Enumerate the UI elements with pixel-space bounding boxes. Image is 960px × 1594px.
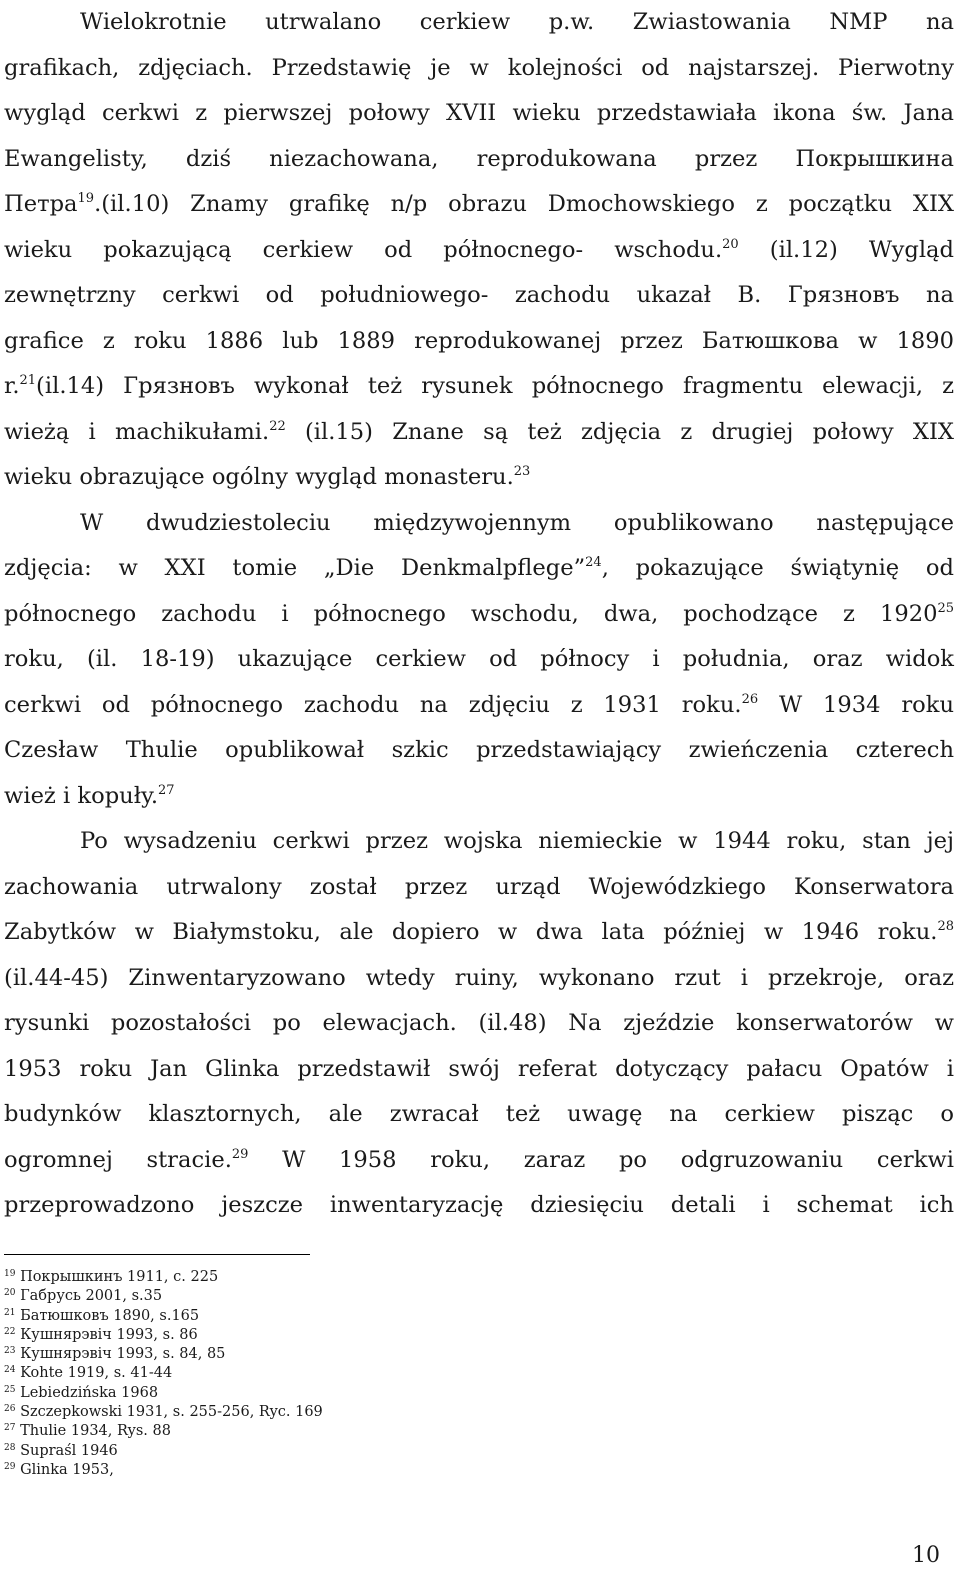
- footnote-ref: 22: [269, 418, 286, 434]
- text-line: Zabytków w Białymstoku, ale dopiero w dwa lata później w 1946 roku.$^{28}$: [4, 919, 954, 945]
- footnote-ref: 28: [937, 919, 954, 934]
- footnote: $^{27}$ Thulie 1934, Rys. 88: [4, 1423, 171, 1440]
- text-line: wieżą i machikułami.$^{22}$ (il.15) Znane są też zdjęcia z drugiej połowy XIX: [4, 418, 954, 445]
- text-line: grafikach, zdjęciach. Przedstawię je w kolejności od najstarszej. Pierwotny: [4, 54, 954, 81]
- footnote-ref: 23: [513, 464, 531, 479]
- text-line: wież i kopuły.$^{27}$: [4, 782, 175, 809]
- text-line: Wielokrotnie utrwalano cerkiew p.w. Zwiastowania NMP na: [80, 9, 954, 35]
- footnote-ref: 29: [231, 1146, 249, 1162]
- text-line: rysunki pozostałości po elewacjach. (il.48) Na zjeździe konserwatorów w: [4, 1010, 954, 1036]
- footnote-ref: 21: [19, 373, 37, 388]
- footnote: $^{28}$ Supraśl 1946: [4, 1442, 118, 1459]
- text-line: roku, (il. 18-19) ukazujące cerkiew od północy i południa, oraz widok: [4, 646, 954, 672]
- text-line: budynków klasztornych, ale zwracał też uwagę na cerkiew pisząc o: [4, 1101, 954, 1127]
- text-line: Ewangelisty, dziś niezachowana, reprodukowana przez Покрышкина: [4, 145, 954, 172]
- text-line: Петра$^{19}$.(il.10) Znamy grafikę n/p obrazu Dmochowskiego z początku XIX: [4, 191, 954, 217]
- footnote-ref: 27: [158, 782, 175, 798]
- footnote: $^{29}$ Glinka 1953,: [4, 1461, 114, 1478]
- footnote-ref: 19: [77, 191, 95, 206]
- footnote: $^{23}$ Кушнярэвіч 1993, s. 84, 85: [4, 1346, 226, 1363]
- text-line: 1953 roku Jan Glinka przedstawił swój referat dotyczący pałacu Opatów i: [4, 1055, 954, 1082]
- footnote-ref: 20: [722, 236, 739, 252]
- text-line: wieku obrazujące ogólny wygląd monasteru.$^{23}$: [4, 464, 531, 490]
- text-line: cerkwi od północnego zachodu na zdjęciu z 1931 roku.$^{26}$ W 1934 roku: [4, 691, 954, 718]
- page-number: 10: [912, 1543, 940, 1568]
- footnote: $^{26}$ Szczepkowski 1931, s. 255-256, Ryc. 169: [4, 1404, 323, 1421]
- text-line: północnego zachodu i północnego wschodu, dwa, pochodzące z 1920$^{25}$: [4, 600, 954, 627]
- footnote-ref: 26: [741, 691, 759, 707]
- text-line: W dwudziestoleciu międzywojennym opublikowano następujące: [80, 509, 954, 536]
- footnote-separator: [4, 1254, 310, 1255]
- text-line: wygląd cerkwi z pierwszej połowy XVII wieku przedstawiała ikona św. Jana: [4, 100, 954, 126]
- footnote-ref: 24: [585, 555, 602, 570]
- main-text: [4, 0, 954, 1229]
- text-line: Czesław Thulie opublikował szkic przedstawiający zwieńczenia czterech: [4, 737, 954, 763]
- text-line: wieku pokazującą cerkiew od północnego- wschodu.$^{20}$ (il.12) Wygląd: [4, 236, 954, 263]
- footnote: $^{25}$ Lebiedzińska 1968: [4, 1384, 159, 1401]
- text-line: zachowania utrwalony został przez urząd Wojewódzkiego Konserwatora: [4, 873, 954, 900]
- footnote: $^{24}$ Kohte 1919, s. 41-44: [4, 1365, 173, 1382]
- footnote: $^{20}$ Габрусь 2001, s.35: [4, 1288, 163, 1305]
- footnote-ref: 25: [937, 600, 954, 616]
- text-line: zdjęcia: w XXI tomie „Die Denkmalpflege”$^{24}$, pokazujące świątynię od: [4, 555, 954, 581]
- text-line: (il.44-45) Zinwentaryzowano wtedy ruiny, wykonano rzut i przekroje, oraz: [4, 964, 954, 991]
- footnote: $^{19}$ Покрышкинъ 1911, c. 225: [4, 1269, 219, 1285]
- text-line: r.$^{21}$(il.14) Грязновъ wykonał też rysunek północnego fragmentu elewacji, z: [4, 373, 954, 399]
- footnote: $^{22}$ Кушнярэвіч 1993, s. 86: [4, 1326, 198, 1343]
- text-line: zewnętrzny cerkwi od południowego- zachodu ukazał В. Грязновъ na: [4, 282, 954, 308]
- text-line: grafice z roku 1886 lub 1889 reprodukowanej przez Батюшкова w 1890: [4, 327, 954, 354]
- text-line: przeprowadzono jeszcze inwentaryzację dziesięciu detali i schemat ich: [4, 1192, 954, 1218]
- footnote: $^{21}$ Батюшковъ 1890, s.165: [4, 1307, 200, 1324]
- text-line: Po wysadzeniu cerkwi przez wojska niemieckie w 1944 roku, stan jej: [80, 828, 954, 854]
- text-line: ogromnej stracie.$^{29}$ W 1958 roku, zaraz po odgruzowaniu cerkwi: [4, 1146, 954, 1173]
- footnotes: [4, 1268, 323, 1480]
